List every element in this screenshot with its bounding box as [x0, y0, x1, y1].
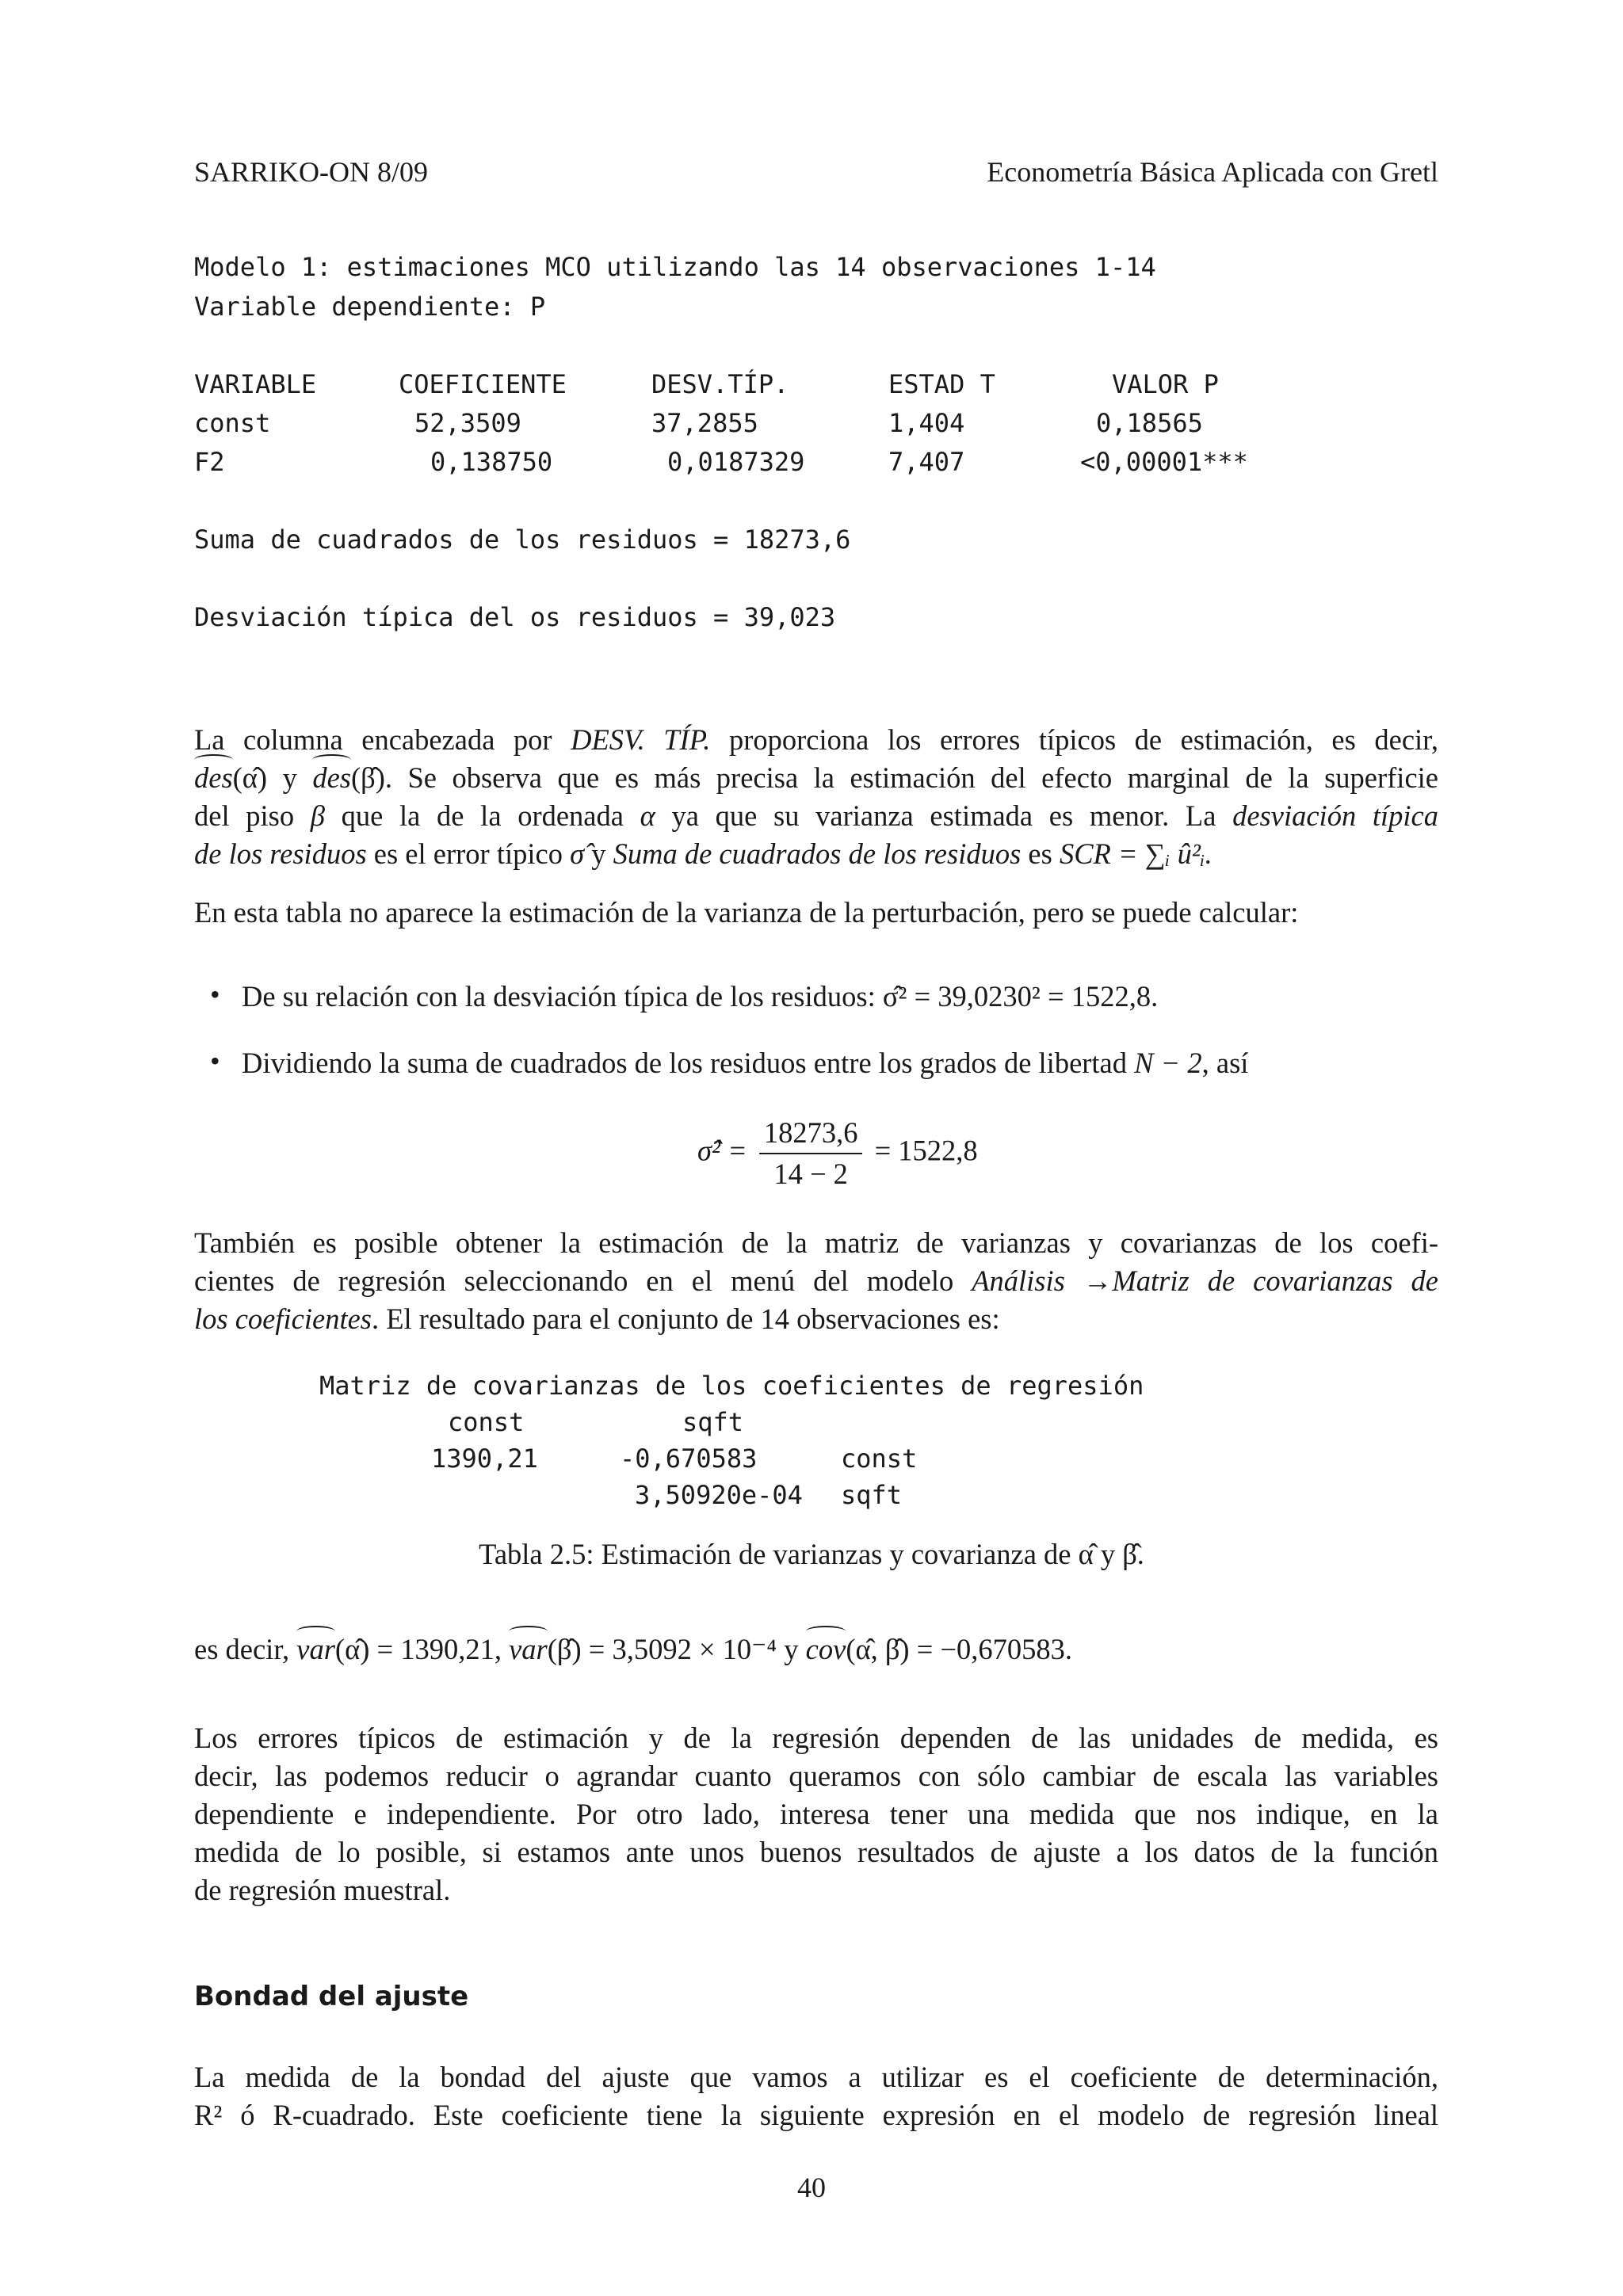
- table-header: ESTAD T: [888, 369, 995, 399]
- table-caption: Tabla 2.5: Estimación de varianzas y covarianza de α̂ y β̂.: [479, 1538, 1144, 1570]
- section-title: Bondad del ajuste: [194, 1981, 469, 2012]
- sigma-formula: σ̂² = $\frac{18273,6}{14 - 2}$ = 1522,8: [697, 1113, 978, 1194]
- table-cell: const: [194, 408, 271, 438]
- table-header: DESV.TÍP.: [651, 369, 789, 399]
- paragraph-es-decir: es decir, var(α̂) = 1390,21, var(β̂) = 3,5092 × 10⁻⁴ y cov(α̂, β̂) = −0,670583.: [194, 1630, 1438, 1669]
- table-cell: 0,0187329: [667, 447, 805, 477]
- list-item: • Dividiendo la suma de cuadrados de los residuos entre los grados de libertad N − 2, así: [242, 1046, 1248, 1080]
- dependent-variable: Variable dependiente: P: [194, 292, 546, 322]
- table-cell: 37,2855: [651, 408, 758, 438]
- sd-line: Desviación típica del os residuos = 39,023: [194, 602, 836, 632]
- paragraph-errores: Los errores típicos de estimación y de la regresión dependen de las unidades de medida, es decir, las podemos reducir o agrandar cuanto queramos con sólo cambiar de escala las variables dependiente e independiente. Por otro lado, interesa tener una medida que nos indique, en la medida de lo posible, si estamos ante unos buenos resultados de ajuste a los datos de la función de regresión muestral.: [194, 1722, 1438, 1906]
- matrix-cell: 1390,21: [431, 1444, 538, 1474]
- matrix-col-header: sqft: [682, 1407, 744, 1437]
- table-header: COEFICIENTE: [399, 369, 567, 399]
- paragraph-bondad: La medida de la bondad del ajuste que vamos a utilizar es el coeficiente de determinación, R² ó R-cuadrado. Este coeficiente tiene la siguiente expresión en el modelo de regresión lineal: [194, 2061, 1438, 2131]
- paragraph-varianza: En esta tabla no aparece la estimación de la varianza de la perturbación, pero se puede calcular:: [194, 896, 1299, 929]
- matrix-row-label: const: [841, 1444, 918, 1474]
- table-cell: 52,3509: [414, 408, 521, 438]
- page-number: 40: [797, 2172, 826, 2203]
- fraction: $\frac{18273,6}{14 - 2}$: [759, 1113, 863, 1194]
- model-title: Modelo 1: estimaciones MCO utilizando las 14 observaciones 1-14: [194, 252, 1156, 282]
- ssr-line: Suma de cuadrados de los residuos = 18273,6: [194, 524, 851, 555]
- table-header: VARIABLE: [194, 369, 317, 399]
- header-left: SARRIKO-ON 8/09: [194, 156, 429, 188]
- paragraph-desv-tip: La columna encabezada por DESV. TÍP. proporciona los errores típicos de estimación, es decir, des(α̂) y des(β̂). Se observa que es más precisa la estimación del efecto marginal de la superficie del piso β que la de la ordenada α ya que su varianza estimada es menor. La desviación típica de los residuos es el error típico σ̂ y Suma de cuadrados de los residuos es SCR = ∑ᵢ û²ᵢ.: [194, 723, 1438, 870]
- paragraph-covariance-intro: También es posible obtener la estimación de la matriz de varianzas y covarianzas de los coefi- cientes de regresión seleccionando en el menú del modelo Análisis →Matriz de covarianzas de los coeficientes. El resultado para el conjunto de 14 observaciones es:: [194, 1226, 1438, 1335]
- matrix-row-label: sqft: [841, 1480, 903, 1510]
- matrix-cell: -0,670583: [620, 1444, 758, 1474]
- matrix-col-header: const: [448, 1407, 525, 1437]
- list-item: • De su relación con la desviación típica de los residuos: σ̂² = 39,0230² = 1522,8.: [242, 979, 1158, 1013]
- table-header: VALOR P: [1112, 369, 1219, 399]
- matrix-title: Matriz de covarianzas de los coeficientes de regresión: [319, 1371, 1144, 1401]
- table-cell: 1,404: [888, 408, 965, 438]
- table-cell: 0,138750: [430, 447, 553, 477]
- table-cell: <0,00001***: [1080, 447, 1248, 477]
- table-cell: 7,407: [888, 447, 965, 477]
- matrix-cell: 3,50920e-04: [635, 1480, 803, 1510]
- table-cell: F2: [194, 447, 225, 477]
- header-right: Econometría Básica Aplicada con Gretl: [987, 156, 1438, 188]
- table-cell: 0,18565: [1096, 408, 1203, 438]
